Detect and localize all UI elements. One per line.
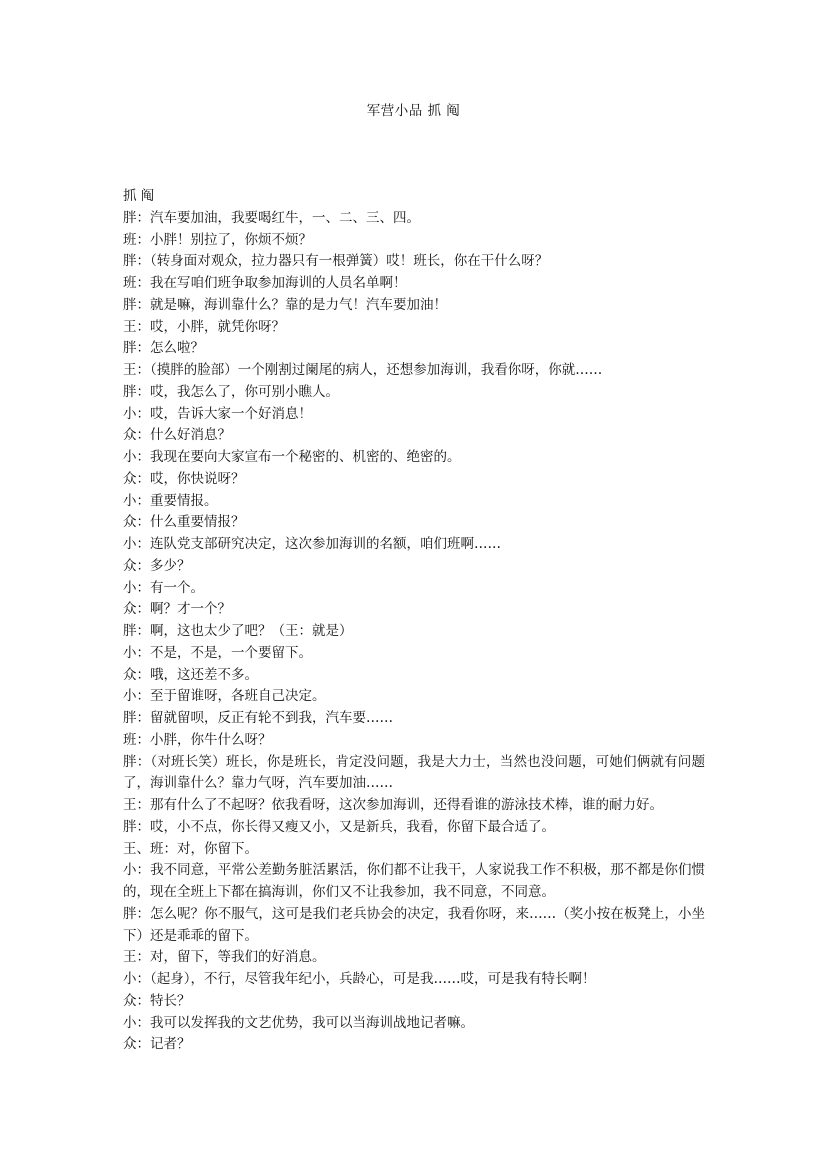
document-title: 军营小品 抓 阄 [366, 103, 461, 119]
dialogue-line: 胖：就是嘛，海训靠什么？靠的是力气！汽车要加油！ [123, 296, 447, 313]
dialogue-line: 班：小胖，你牛什么呀？ [123, 731, 272, 748]
dialogue-line: 胖：留就留呗，反正有轮不到我，汽车要…… [123, 710, 393, 726]
dialogue-line: 胖：怎么啦？ [123, 340, 204, 357]
dialogue-line: 小：连队党支部研究决定，这次参加海训的名额，咱们班啊…… [123, 536, 501, 552]
dialogue-paragraph: 王、班：对，你留下。 [123, 840, 258, 857]
dialogue-line: 班：我在写咱们班争取参加海训的人员名单啊！ [123, 275, 407, 291]
dialogue-line: 众：什么好消息？ [123, 427, 231, 444]
dialogue-paragraph: 王：那有什么了不起呀？依我看呀，这次参加海训，还得看谁的游泳技术棒，谁的耐力好。 [123, 797, 663, 813]
dialogue-paragraph: 胖：哎，小不点，你长得又瘦又小，又是新兵，我看，你留下最合适了。 [123, 818, 555, 835]
dialogue-paragraph: 小：我不同意，平常公差勤务脏活累活，你们都不让我干，人家说我工作不积极，那不都是你们惯的，现在全班上下都在搞海训，你们又不让我参加，我不同意，不同意。 [123, 862, 705, 900]
dialogue-line: 小：有一个。 [123, 579, 204, 596]
dialogue-line: 小：重要情报。 [123, 492, 218, 509]
dialogue-line: 胖：（转身面对观众，拉力器只有一根弹簧）哎！班长，你在干什么呀？ [123, 253, 549, 270]
dialogue-line: 众：哦，这还差不多。 [123, 666, 258, 683]
dialogue-paragraph: 胖：怎么呢？你不服气，这可是我们老兵协会的决定，我看你呀，来……（奖小按在板凳上，小坐下）还是乖乖的留下。 [123, 905, 705, 944]
dialogue-line: 班：小胖！别拉了，你烦不烦？ [123, 231, 312, 248]
script-body [123, 186, 705, 1056]
dialogue-paragraph: 小：我可以发挥我的文艺优势，我可以当海训战地记者嘛。 [123, 1014, 474, 1031]
dialogue-paragraph: 王：对，留下，等我们的好消息。 [123, 949, 326, 966]
dialogue-line: 小：我现在要向大家宣布一个秘密的、机密的、绝密的。 [123, 449, 461, 465]
dialogue-paragraph: 小：（起身），不行，尽管我年纪小，兵龄心，可是我……哎，可是我有特长啊！ [123, 971, 596, 987]
dialogue-line: 众：什么重要情报？ [123, 514, 245, 531]
dialogue-line: 小：哎，告诉大家一个好消息！ [123, 405, 312, 422]
dialogue-paragraph: 众：记者？ [123, 1036, 191, 1053]
dialogue-line: 胖：哎，我怎么了，你可别小瞧人。 [123, 383, 339, 400]
dialogue-line: 众：哎，你快说呀？ [123, 470, 245, 487]
dialogue-line: 众：啊？才一个？ [123, 601, 231, 618]
section-heading: 抓 阄 [123, 188, 155, 204]
dialogue-line: 王：哎，小胖，就凭你呀？ [123, 318, 285, 335]
dialogue-line: 小：不是，不是，一个要留下。 [123, 644, 312, 661]
dialogue-paragraph: 众：特长？ [123, 992, 191, 1009]
dialogue-paragraph: 胖：（对班长笑）班长，你是班长，肯定没问题，我是大力士，当然也没问题，可她们俩就有问题了，海训靠什么？靠力气呀，汽车要加油…… [123, 753, 705, 792]
dialogue-line: 小：至于留谁呀，各班自己决定。 [123, 688, 326, 705]
dialogue-line: 胖：啊，这也太少了吧？（王：就是） [123, 623, 353, 639]
dialogue-line: 胖：汽车要加油，我要喝红牛，一、二、三、四。 [123, 209, 420, 226]
dialogue-line: 王：（摸胖的脸部）一个刚割过阑尾的病人，还想参加海训，我看你呀，你就…… [123, 362, 603, 378]
dialogue-line: 众：多少？ [123, 557, 191, 574]
